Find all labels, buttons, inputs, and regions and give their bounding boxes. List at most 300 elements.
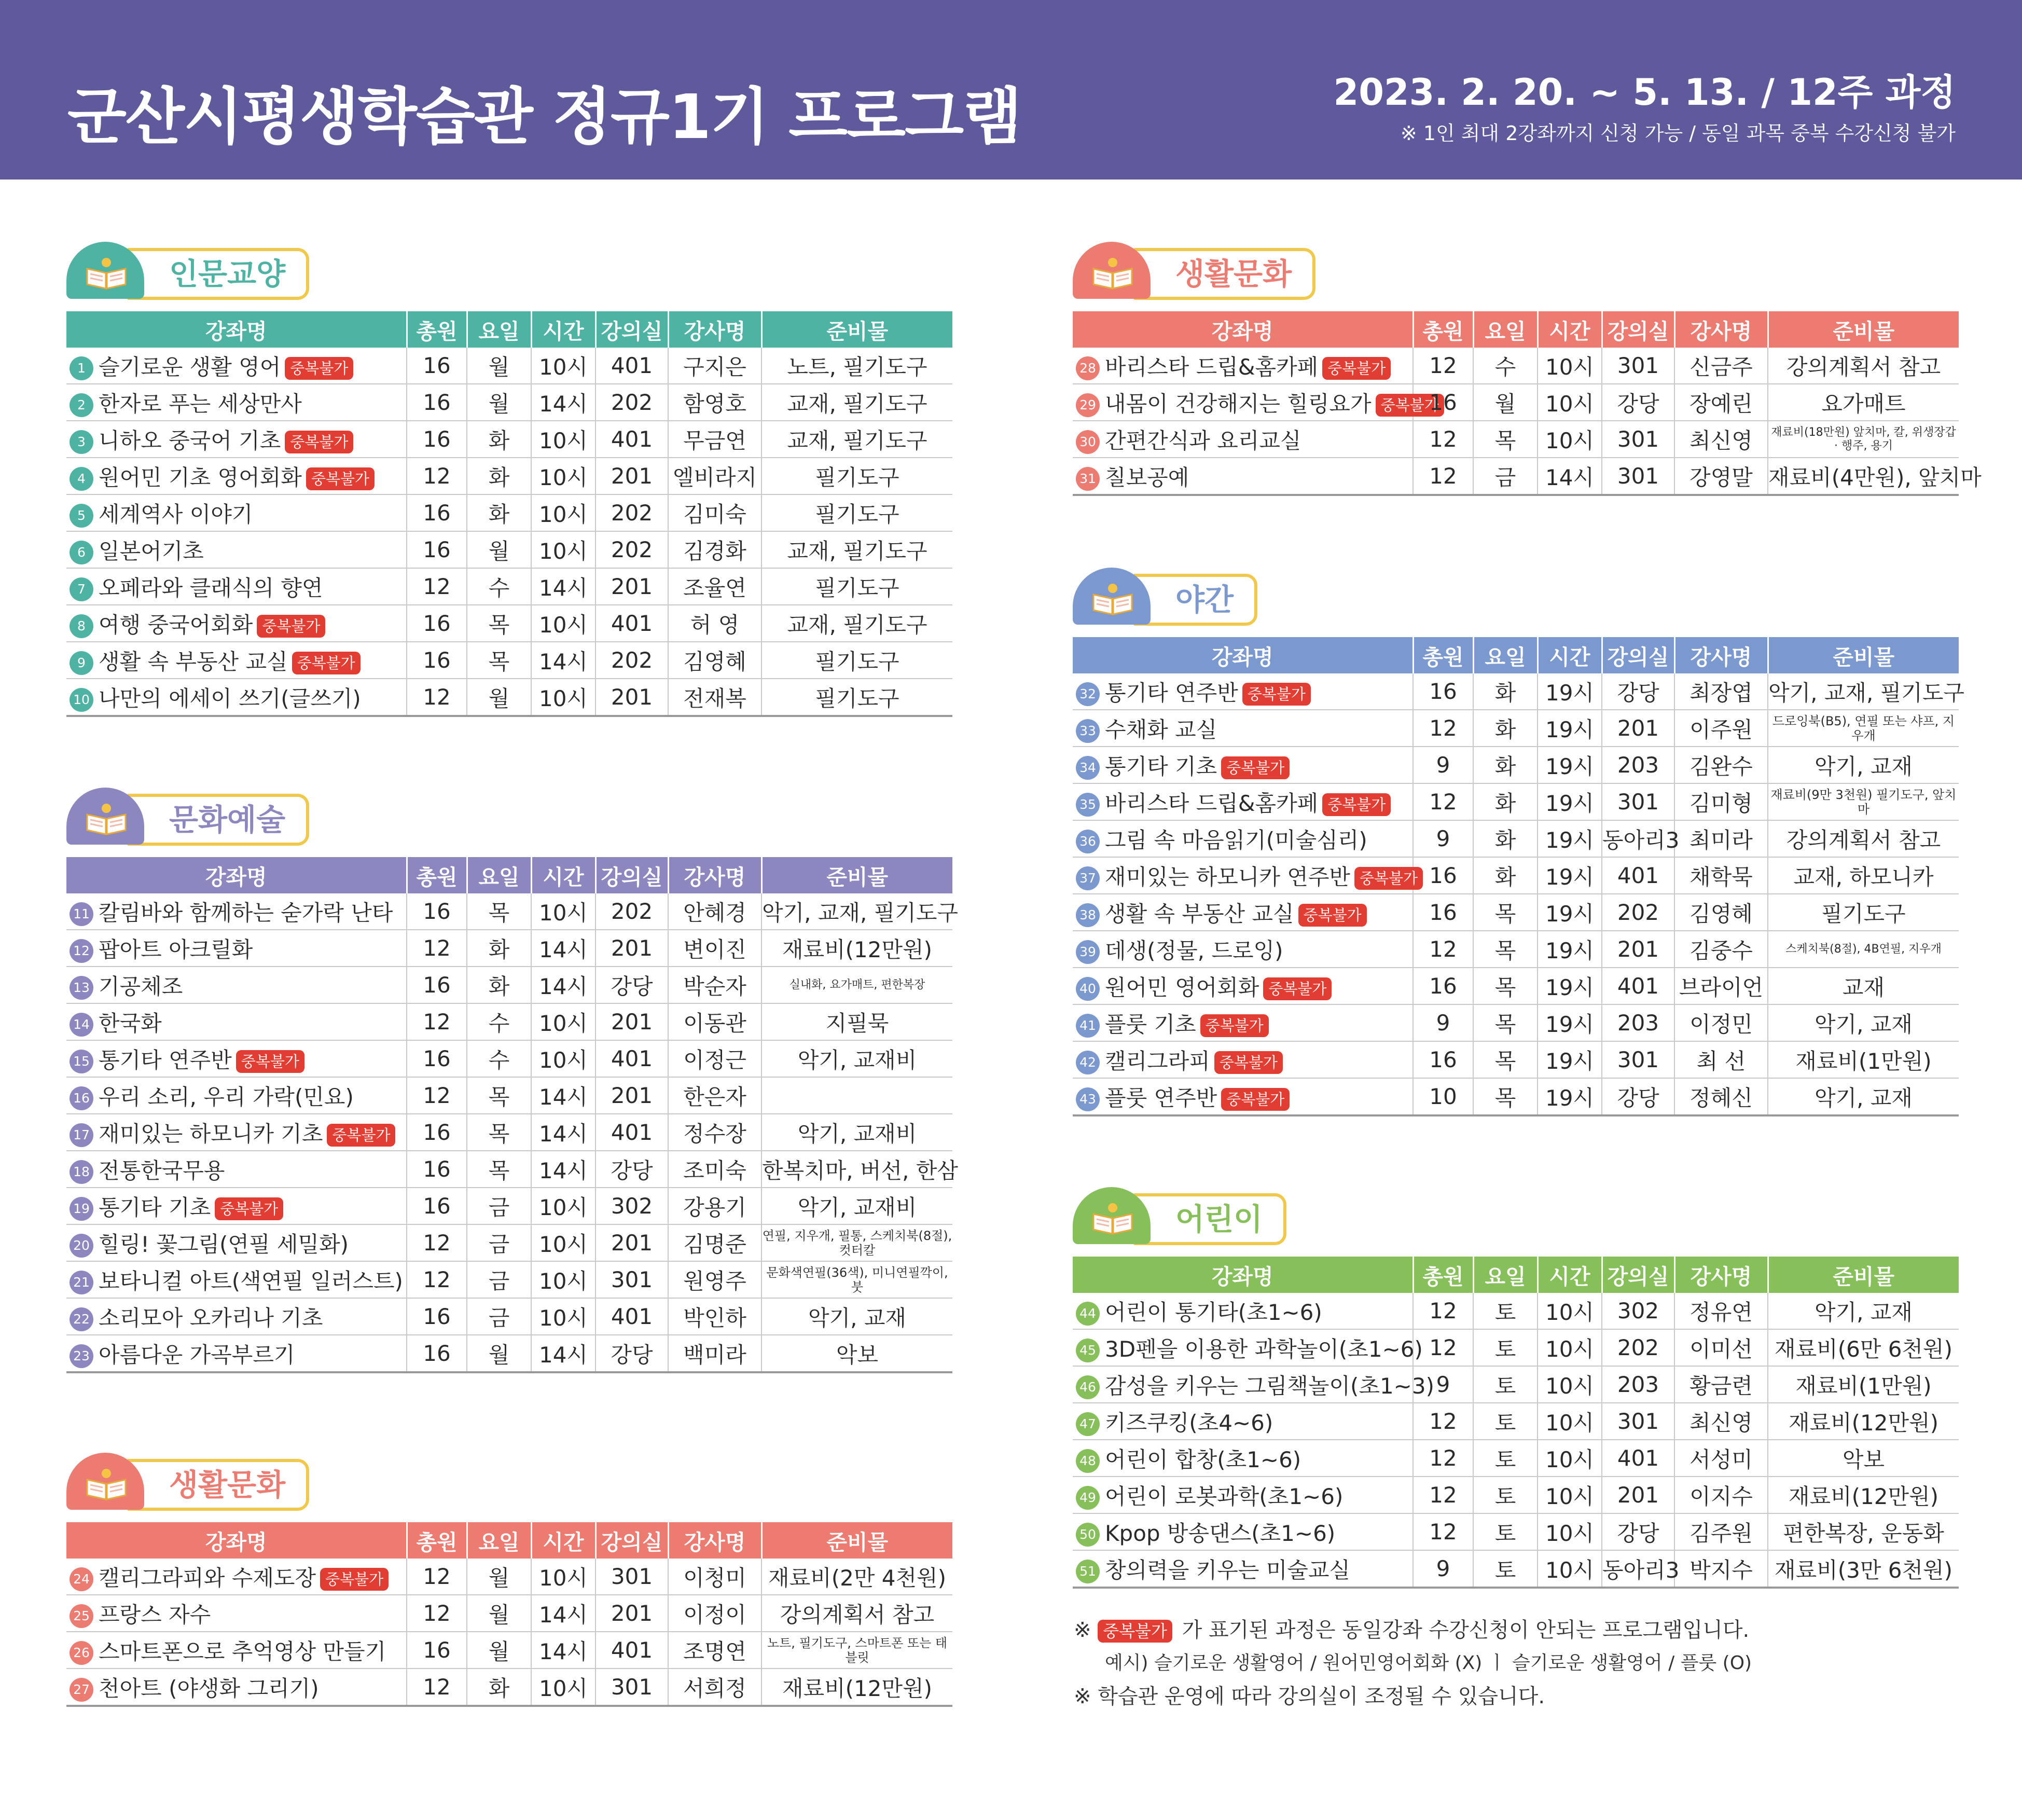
duplicate-not-allowed-tag: 중복불가 [292, 652, 361, 674]
course-number: 20 [70, 1234, 93, 1258]
cell-cap: 12 [1413, 1513, 1473, 1550]
course-name-text: 천아트 (야생화 그리기) [99, 1675, 319, 1701]
cell-supplies: 악기, 교재비 [761, 1114, 952, 1151]
course-number: 17 [70, 1123, 93, 1147]
cell-teacher: 이지수 [1674, 1477, 1768, 1513]
course-number: 51 [1076, 1560, 1100, 1583]
course-name [1073, 1078, 1413, 1115]
cell-cap: 16 [1413, 857, 1473, 894]
column-header: 준비물 [1768, 311, 1959, 348]
cell-room: 203 [1602, 1004, 1674, 1041]
table-row [1073, 421, 1959, 458]
course-name-text: 원어민 기초 영어회화 [99, 464, 302, 490]
course-number: 27 [70, 1678, 93, 1702]
table-row [66, 384, 952, 421]
course-name-text: 생활 속 부동산 교실 [99, 649, 288, 674]
cell-day: 목 [1473, 421, 1538, 458]
cell-teacher: 장예린 [1674, 384, 1768, 421]
cell-room: 202 [595, 893, 668, 930]
cell-time: 10시 [531, 421, 595, 458]
course-number: 40 [1076, 977, 1100, 1001]
cell-cap: 9 [1413, 1550, 1473, 1588]
cell-room: 302 [1602, 1293, 1674, 1329]
cell-teacher: 한은자 [668, 1077, 761, 1114]
cell-cap: 16 [407, 642, 467, 679]
cell-time: 10시 [1538, 1513, 1602, 1550]
cell-day: 월 [467, 1595, 531, 1632]
cell-time: 10시 [1538, 1550, 1602, 1588]
cell-room: 401 [595, 348, 668, 384]
cell-time: 19시 [1538, 968, 1602, 1004]
cell-time: 10시 [1538, 384, 1602, 421]
cell-supplies: 악기, 교재비 [761, 1040, 952, 1077]
course-name-text: 캘리그라피 [1105, 1048, 1210, 1074]
book-icon [1091, 257, 1134, 289]
cell-teacher: 최신영 [1674, 1403, 1768, 1440]
course-name-text: 플룻 기초 [1105, 1011, 1196, 1037]
table-row [66, 1632, 952, 1669]
cell-day: 월 [467, 1559, 531, 1595]
column-header: 총원 [1413, 637, 1473, 673]
column-header: 총원 [407, 1522, 467, 1559]
course-number: 32 [1076, 682, 1100, 706]
cell-day: 월 [467, 531, 531, 568]
course-name [66, 679, 407, 716]
duplicate-not-allowed-tag: 중복불가 [327, 1124, 395, 1147]
table-row [66, 348, 952, 384]
cell-cap: 12 [1413, 783, 1473, 820]
cell-room: 203 [1602, 747, 1674, 783]
column-header: 강좌명 [1073, 1257, 1413, 1293]
cell-supplies: 한복치마, 버선, 한삼 [761, 1151, 952, 1188]
course-name-text: 데생(정물, 드로잉) [1105, 937, 1283, 963]
course-name [1073, 968, 1413, 1004]
course-number: 49 [1076, 1486, 1100, 1510]
column-header: 강사명 [668, 857, 761, 893]
course-number: 19 [70, 1197, 93, 1221]
course-name [1073, 421, 1413, 458]
course-number: 21 [70, 1271, 93, 1294]
cell-supplies: 교재, 하모니카 [1768, 857, 1959, 894]
course-number: 10 [70, 688, 93, 712]
cell-room: 203 [1602, 1366, 1674, 1403]
cell-cap: 16 [407, 1151, 467, 1188]
course-table [66, 857, 958, 1373]
column-header: 강좌명 [1073, 637, 1413, 673]
cell-teacher: 최 선 [1674, 1041, 1768, 1078]
cell-day: 목 [1473, 1078, 1538, 1115]
cell-cap: 16 [407, 967, 467, 1003]
column-header: 강좌명 [66, 1522, 407, 1559]
cell-room: 201 [595, 1003, 668, 1040]
column-header: 요일 [1473, 1257, 1538, 1293]
cell-room: 201 [595, 1224, 668, 1261]
course-name-text: 니하오 중국어 기초 [99, 428, 281, 453]
cell-teacher: 김미형 [1674, 783, 1768, 820]
cell-time: 19시 [1538, 857, 1602, 894]
cell-day: 토 [1473, 1513, 1538, 1550]
course-number: 12 [70, 939, 93, 963]
course-name-text: 감성을 키우는 그림책놀이(초1~3) [1105, 1373, 1434, 1399]
course-name-text: 어린이 통기타(초1~6) [1105, 1299, 1322, 1325]
cell-cap: 12 [1413, 1329, 1473, 1366]
cell-time: 19시 [1538, 1004, 1602, 1041]
course-number: 22 [70, 1307, 93, 1331]
cell-cap: 16 [407, 421, 467, 458]
course-name [1073, 710, 1413, 747]
cell-room: 강당 [1602, 384, 1674, 421]
cell-day: 토 [1473, 1366, 1538, 1403]
course-name [66, 1298, 407, 1335]
course-name [1073, 783, 1413, 820]
course-name-text: 생활 속 부동산 교실 [1105, 901, 1294, 927]
cell-room: 201 [1602, 931, 1674, 968]
cell-time: 10시 [531, 348, 595, 384]
table-row [66, 421, 952, 458]
course-number: 28 [1076, 356, 1100, 380]
column-header: 준비물 [761, 311, 952, 348]
course-number: 11 [70, 902, 93, 926]
cell-supplies: 편한복장, 운동화 [1768, 1513, 1959, 1550]
cell-time: 10시 [531, 1559, 595, 1595]
cell-time: 14시 [531, 1632, 595, 1669]
course-number: 33 [1076, 719, 1100, 743]
course-name-text: 일본어기초 [99, 538, 204, 564]
cell-day: 화 [1473, 820, 1538, 857]
cell-cap: 12 [407, 930, 467, 967]
column-header: 강의실 [1602, 311, 1674, 348]
cell-day: 토 [1473, 1440, 1538, 1477]
cell-teacher: 무금연 [668, 421, 761, 458]
course-table [1073, 637, 1964, 1116]
cell-time: 10시 [1538, 1329, 1602, 1366]
cell-time: 14시 [531, 1335, 595, 1372]
column-header: 요일 [1473, 311, 1538, 348]
section-badge [1073, 568, 1959, 625]
cell-time: 10시 [531, 1261, 595, 1298]
cell-cap: 12 [1413, 1293, 1473, 1329]
cell-room: 동아리3 [1602, 820, 1674, 857]
cell-cap: 16 [1413, 673, 1473, 710]
course-number: 6 [70, 541, 93, 564]
course-name [66, 1335, 407, 1372]
course-name [1073, 1004, 1413, 1041]
cell-day: 월 [467, 679, 531, 716]
course-name [66, 642, 407, 679]
table-row [66, 1224, 952, 1261]
cell-teacher: 김주원 [1674, 1513, 1768, 1550]
course-number: 26 [70, 1641, 93, 1665]
cell-teacher: 원영주 [668, 1261, 761, 1298]
course-number: 48 [1076, 1449, 1100, 1473]
course-name [66, 893, 407, 930]
cell-time: 10시 [1538, 1366, 1602, 1403]
table-row [66, 893, 952, 930]
section-2 [66, 788, 958, 1373]
table-row [66, 967, 952, 1003]
table-row [66, 605, 952, 642]
cell-supplies: 실내화, 요가매트, 편한복장 [761, 967, 952, 1003]
cell-supplies: 필기도구 [761, 494, 952, 531]
cell-teacher: 서성미 [1674, 1440, 1768, 1477]
duplicate-not-allowed-tag: 중복불가 [1322, 793, 1391, 816]
table-row [1073, 1440, 1959, 1477]
cell-time: 19시 [1538, 783, 1602, 820]
cell-room: 301 [1602, 1041, 1674, 1078]
cell-supplies: 교재, 필기도구 [761, 531, 952, 568]
course-name [1073, 1403, 1413, 1440]
course-name-text: 팝아트 아크릴화 [99, 936, 253, 962]
cell-cap: 12 [1413, 1403, 1473, 1440]
cell-time: 19시 [1538, 1078, 1602, 1115]
table-row [66, 531, 952, 568]
course-number: 41 [1076, 1014, 1100, 1038]
cell-day: 토 [1473, 1403, 1538, 1440]
table-row [66, 679, 952, 716]
course-name [1073, 931, 1413, 968]
cell-teacher: 브라이언 [1674, 968, 1768, 1004]
section-5 [1073, 568, 1964, 1116]
course-number: 47 [1076, 1412, 1100, 1436]
cell-time: 10시 [1538, 1477, 1602, 1513]
section-title: 생활문화 [128, 1459, 309, 1511]
cell-day: 화 [467, 458, 531, 494]
cell-teacher: 강용기 [668, 1188, 761, 1224]
cell-day: 화 [467, 930, 531, 967]
table-row [66, 1114, 952, 1151]
cell-supplies: 필기도구 [761, 568, 952, 605]
cell-teacher: 신금주 [1674, 348, 1768, 384]
course-name [66, 348, 407, 384]
course-name [66, 1114, 407, 1151]
course-number: 30 [1076, 430, 1100, 454]
cell-room: 401 [595, 1298, 668, 1335]
cell-teacher: 정수장 [668, 1114, 761, 1151]
course-number: 45 [1076, 1339, 1100, 1362]
cell-cap: 9 [1413, 820, 1473, 857]
course-name-text: 스마트폰으로 추억영상 만들기 [99, 1638, 386, 1664]
column-header: 준비물 [761, 1522, 952, 1559]
course-name-text: 한자로 푸는 세상만사 [99, 391, 302, 417]
column-header: 시간 [531, 1522, 595, 1559]
cell-teacher: 김영혜 [668, 642, 761, 679]
course-name [66, 1632, 407, 1669]
course-name-text: 간편간식과 요리교실 [1105, 428, 1301, 453]
duplicate-not-allowed-tag: 중복불가 [215, 1197, 283, 1220]
section-title: 야간 [1134, 574, 1257, 626]
cell-room: 201 [1602, 710, 1674, 747]
section-3 [66, 1453, 952, 1707]
cell-supplies: 스케치북(8절), 4B연필, 지우개 [1768, 931, 1959, 968]
cell-cap: 12 [1413, 710, 1473, 747]
cell-cap: 16 [407, 348, 467, 384]
course-name-text: 바리스타 드립&홈카페 [1105, 790, 1319, 816]
cell-room: 201 [595, 568, 668, 605]
cell-time: 14시 [531, 1077, 595, 1114]
cell-day: 화 [467, 421, 531, 458]
cell-time: 19시 [1538, 1041, 1602, 1078]
cell-room: 301 [595, 1261, 668, 1298]
cell-room: 202 [1602, 1329, 1674, 1366]
column-header: 준비물 [1768, 637, 1959, 673]
course-name [66, 384, 407, 421]
cell-cap: 12 [407, 1261, 467, 1298]
cell-cap: 16 [407, 1114, 467, 1151]
cell-room: 강당 [595, 1335, 668, 1372]
table-row [1073, 348, 1959, 384]
course-name [66, 458, 407, 494]
cell-cap: 16 [1413, 968, 1473, 1004]
cell-teacher: 이정이 [668, 1595, 761, 1632]
course-name [1073, 1041, 1413, 1078]
cell-time: 14시 [531, 967, 595, 1003]
cell-supplies: 재료비(12만원) [1768, 1477, 1959, 1513]
cell-day: 월 [467, 348, 531, 384]
table-row [66, 1298, 952, 1335]
cell-supplies: 재료비(9만 3천원) 필기도구, 앞치마 [1768, 783, 1959, 820]
cell-supplies: 악기, 교재 [1768, 1078, 1959, 1115]
cell-cap: 12 [407, 1669, 467, 1706]
duplicate-not-allowed-tag: 중복불가 [1322, 357, 1391, 380]
cell-cap: 12 [1413, 348, 1473, 384]
column-header: 강사명 [1674, 311, 1768, 348]
cell-day: 수 [467, 568, 531, 605]
cell-time: 10시 [531, 531, 595, 568]
column-header: 요일 [467, 1522, 531, 1559]
course-number: 46 [1076, 1375, 1100, 1399]
table-row [66, 1151, 952, 1188]
course-name-text: 기공체조 [99, 973, 183, 999]
cell-supplies: 재료비(12만원) [761, 930, 952, 967]
book-icon [85, 1468, 128, 1500]
course-number: 15 [70, 1050, 93, 1073]
course-name-text: 통기타 기초 [99, 1194, 211, 1220]
cell-day: 목 [467, 1114, 531, 1151]
column-header: 총원 [1413, 1257, 1473, 1293]
cell-day: 금 [1473, 458, 1538, 495]
course-number: 5 [70, 504, 93, 528]
course-name [66, 421, 407, 458]
cell-cap: 12 [407, 458, 467, 494]
course-name-text: 칼림바와 함께하는 숟가락 난타 [99, 900, 393, 926]
cell-cap: 9 [1413, 1004, 1473, 1041]
cell-day: 수 [467, 1040, 531, 1077]
cell-supplies: 악기, 교재비 [761, 1188, 952, 1224]
course-table [1073, 1257, 1959, 1589]
cell-time: 10시 [531, 1669, 595, 1706]
column-header: 시간 [531, 857, 595, 893]
section-title: 생활문화 [1134, 248, 1315, 300]
cell-supplies: 필기도구 [1768, 894, 1959, 931]
duplicate-not-allowed-tag: 중복불가 [1200, 1014, 1269, 1037]
cell-day: 목 [1473, 931, 1538, 968]
cell-supplies: 악기, 교재 [1768, 747, 1959, 783]
cell-supplies: 재료비(2만 4천원) [761, 1559, 952, 1595]
course-number: 44 [1076, 1302, 1100, 1326]
table-row [66, 1188, 952, 1224]
cell-teacher: 서희정 [668, 1669, 761, 1706]
course-name [66, 494, 407, 531]
table-row [1073, 820, 1959, 857]
cell-day: 화 [1473, 673, 1538, 710]
table-row [66, 568, 952, 605]
cell-teacher: 이동관 [668, 1003, 761, 1040]
column-header: 준비물 [761, 857, 952, 893]
table-row [66, 1559, 952, 1595]
column-header: 총원 [407, 857, 467, 893]
cell-room: 202 [595, 384, 668, 421]
cell-teacher: 전재복 [668, 679, 761, 716]
cell-time: 10시 [531, 1188, 595, 1224]
cell-teacher: 백미라 [668, 1335, 761, 1372]
cell-day: 목 [1473, 894, 1538, 931]
cell-room: 401 [595, 1114, 668, 1151]
cell-cap: 12 [1413, 931, 1473, 968]
section-badge [66, 1453, 952, 1510]
cell-time: 14시 [531, 642, 595, 679]
course-name-text: 키즈쿠킹(초4~6) [1105, 1410, 1273, 1436]
cell-supplies: 강의계획서 참고 [761, 1595, 952, 1632]
course-number: 2 [70, 393, 93, 417]
cell-day: 토 [1473, 1477, 1538, 1513]
table-row [1073, 968, 1959, 1004]
cell-time: 19시 [1538, 931, 1602, 968]
section-title: 문화예술 [128, 794, 309, 846]
cell-day: 월 [467, 1335, 531, 1372]
cell-cap: 16 [1413, 384, 1473, 421]
cell-time: 10시 [531, 1040, 595, 1077]
course-name [66, 1003, 407, 1040]
cell-room: 강당 [595, 1151, 668, 1188]
cell-room: 401 [1602, 1440, 1674, 1477]
course-name [1073, 458, 1413, 495]
course-number: 36 [1076, 830, 1100, 853]
course-name [1073, 1293, 1413, 1329]
course-name [1073, 1550, 1413, 1588]
cell-room: 301 [1602, 421, 1674, 458]
duplicate-not-allowed-tag: 중복불가 [320, 1568, 389, 1591]
course-number: 23 [70, 1344, 93, 1368]
cell-teacher: 박순자 [668, 967, 761, 1003]
cell-supplies: 악보 [761, 1335, 952, 1372]
course-name-text: 아름다운 가곡부르기 [99, 1342, 295, 1368]
course-name-text: 슬기로운 생활 영어 [99, 354, 281, 380]
cell-time: 10시 [531, 494, 595, 531]
cell-supplies: 노트, 필기도구, 스마트폰 또는 태블릿 [761, 1632, 952, 1669]
cell-room: 강당 [1602, 1513, 1674, 1550]
table-row [1073, 1004, 1959, 1041]
cell-teacher: 안혜경 [668, 893, 761, 930]
cell-room: 301 [1602, 783, 1674, 820]
cell-room: 201 [1602, 1477, 1674, 1513]
cell-day: 월 [467, 384, 531, 421]
book-icon [1091, 583, 1134, 615]
table-row [1073, 747, 1959, 783]
column-header: 시간 [1538, 1257, 1602, 1293]
cell-day: 목 [467, 1077, 531, 1114]
cell-cap: 16 [407, 1040, 467, 1077]
course-number: 13 [70, 976, 93, 1000]
cell-supplies: 강의계획서 참고 [1768, 820, 1959, 857]
cell-room: 201 [595, 930, 668, 967]
course-name-text: 수채화 교실 [1105, 716, 1217, 742]
course-table [66, 311, 952, 717]
course-name [1073, 1477, 1413, 1513]
cell-cap: 16 [407, 605, 467, 642]
cell-supplies: 악기, 교재, 필기도구 [1768, 673, 1959, 710]
course-name-text: 프랑스 자수 [99, 1602, 211, 1628]
course-name [1073, 1366, 1434, 1403]
